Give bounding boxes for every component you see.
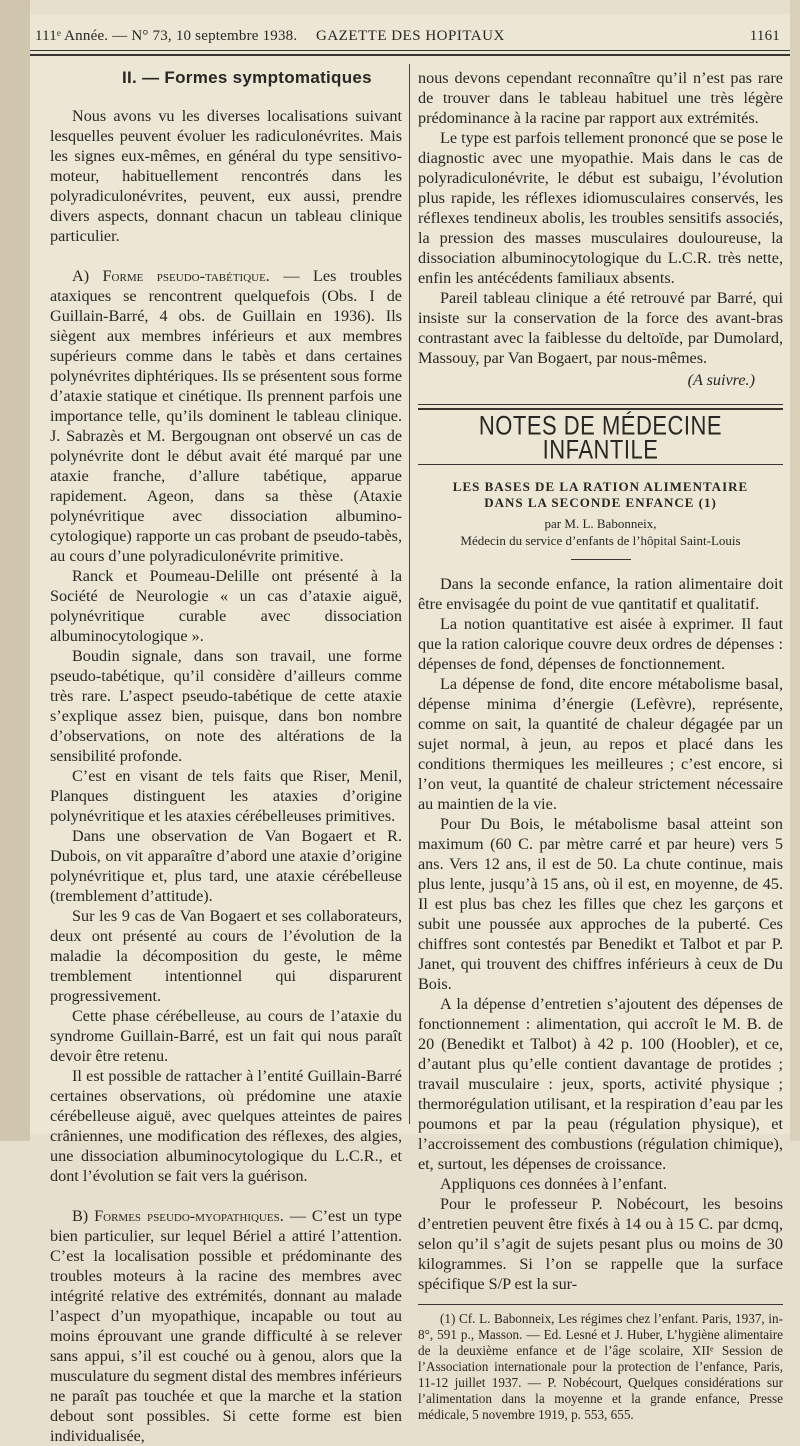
scan-left-shadow [0,0,30,1141]
article-title-line-2: DANS LA SECONDE ENFANCE (1) [484,495,717,510]
column-divider [409,64,410,1124]
footnote-rule [418,1304,783,1305]
header-rule [30,50,790,51]
paragraph: Il est possible de rattacher à l’entité Guillain-Barré certaines observations, où prédomine une ataxie cérébelleuse aiguë, avec quelques atteintes de paires crâniennes, une modification des réflexes, des algies, une dissociation albuminocytologique du L.C.R., et dont l’évolution se fait vers la guérison. [50,1067,402,1185]
paragraph: Dans une observation de Van Bogaert et R. Dubois, on vit apparaître d’abord une ataxie d’origine polynévritique et, plus tard, une ataxie cérébelleuse (tremblement d’attitude). [50,827,402,905]
paragraph: A la dépense d’entretien s’ajoutent des dépenses de fonctionnement : alimentation, qui accroît le M. B. de 20 (Benedikt et Talbot) à 42 p. 100 (Hoobler), et ce, d’autant plus qu’elle contient davantage de protides ; travail musculaire : jeux, sports, activité physique ; thermorégulation utilisant, et la respiration d’eau par les poumons et par la peau (régulation physique), et l’accroissement des combustions (régulation chimique), et, surtout, les dépenses de croissance. [418,995,783,1173]
article-title-line-1: LES BASES DE LA RATION ALIMENTAIRE [452,479,749,494]
paragraph: Appliquons ces données à l’enfant. [440,1175,668,1193]
byline-rule [571,559,631,560]
paragraph: Le type est parfois tellement prononcé que se pose le diagnostic avec une myopathie. Mais dans le cas de polyradiculonévrite, le début est subaigu, l’évolution plus rapide, les réflexes idiomusculaires conservés, les réflexes tendineux abolis, les troubles sensitifs associés, la pression des masses musculaires douloureuse, la dissociation albuminocytologique du L.C.R. très nette, enfin les antécédents familiaux absents. [418,129,783,287]
subsection-heading: A) Forme pseudo-tabétique. [72,267,270,285]
header-page-number: 1161 [749,28,780,44]
paragraph: Nous avons vu les diverses localisations suivant lesquelles peuvent évoluer les radiculonévrites. Mais les signes eux-mêmes, en général du type sensitivo-moteur, habituellement rencontrés dans les polyradiculonévrites, peuvent, eux aussi, prendre divers aspects, donnant chacun un tableau clinique particulier. [50,107,402,245]
paragraph: A) Forme pseudo-tabétique. — Les troubles ataxiques se rencontrent quelquefois (Obs. I de Guillain-Barré, 4 obs. de Guillain en 1936). Ils siègent aux membres inférieurs et aux membres supérieurs comme dans le tabès et dans certaines polynévrites diphtériques. Ils se présentent sous forme d’ataxie statique et cinétique. Ils prennent parfois une importance telle, qu’ils dominent le tableau clinique. J. Sabrazès et M. Bergougnan ont observé un cas de polynévrite dont le début avait été marqué par une ataxie franche, d’allure tabétique, apparue rapidement. Ageon, dans sa thèse (Ataxie polynévritique avec dissociation albumino-cytologique) rapporte un cas probant de pseudo-tabès, au cours d’une polyradiculonévrite primitive. [50,267,402,565]
subsection-heading: B) Formes pseudo-myopathiques. [72,1207,284,1225]
footnote: (1) Cf. L. Babonneix, Les régimes chez l’enfant. Paris, 1937, in-8°, 591 p., Masson. — Ed. Lesné et J. Huber, L’hygiène alimentaire de la deuxième enfance et de l’âge scolaire, XIIᵉ Session de l’Association internationale pour la protection de l’enfance, Paris, 11-12 juillet 1937. — P. Nobécourt, Quelques considérations sur l’alimentation dans la moyenne et la grande enfance, Presse médicale, 5 novembre 1919, p. 553, 655. [418,1311,783,1422]
to-be-continued: (A suivre.) [687,371,755,389]
section-heading: NOTES DE MÉDECINE INFANTILE [478,410,723,465]
paragraph: Sur les 9 cas de Van Bogaert et ses collaborateurs, deux ont présenté au cours de l’évolution de la maladie la décomposition du geste, le même tremblement intentionnel qui disparurent progressivement. [50,907,402,1005]
paragraph: Dans la seconde enfance, la ration alimentaire doit être envisagée du point de vue qantitatif et qualitatif. [418,575,783,613]
paragraph: C’est en visant de tels faits que Riser, Menil, Planques distinguent les ataxies d’origine polynévritique et les ataxies cérébelleuses primitives. [50,767,402,825]
header-journal-title: GAZETTE DES HOPITAUX [316,28,505,44]
header-rule-thick [30,54,790,56]
header-issue: 111ᵉ Année. — N° 73, 10 septembre 1938. [35,28,298,44]
paragraph: nous devons cependant reconnaître qu’il n’est pas rare de trouver dans le tableau habituel une très légère prédominance à la racine par rapport aux extrémités. [418,69,783,127]
section-rule [418,404,783,410]
scan-right-shadow [790,0,800,1141]
paragraph: Ranck et Poumeau-Delille ont présenté à la Société de Neurologie « un cas d’ataxie aiguë, polynévritique curable avec dissociation albuminocytologique ». [50,567,402,645]
newspaper-page [30,14,790,1445]
paragraph: B) Formes pseudo-myopathiques. — C’est un type bien particulier, sur lequel Bériel a attiré l’attention. C’est la localisation possible et prédominante des troubles moteurs à la racine des membres avec intégrité relative des extrémités, donnant au malade l’aspect d’un myopathique, incapable ou tout au moins éprouvant une grande difficulté à se relever sans appui, s’il est couché ou à genou, alors que la musculature du segment distal des membres inférieurs ne paraît pas touchée et que la marche et la station debout sont possibles. Si cette forme est bien individualisée, [50,1207,402,1445]
paragraph: Pareil tableau clinique a été retrouvé par Barré, qui insiste sur la conservation de la force des avant-bras contrastant avec la faiblesse du deltoïde, par Dumolard, Massouy, par Van Bogaert, par nous-mêmes. [418,289,783,367]
right-column [418,68,783,1423]
paragraph: La notion quantitative est aisée à exprimer. Il faut que la ration calorique couvre deux ordres de dépenses : dépenses de fond, dépenses de fonctionnement. [418,615,783,673]
section-title: II. — Formes symptomatiques [122,68,372,87]
paragraph: Boudin signale, dans son travail, une forme pseudo-tabétique, qu’il considère d’ailleurs comme très rare. L’aspect pseudo-tabétique de cette ataxie s’explique assez bien, puisque, dans bon nombre d’observations, on note des altérations de la sensibilité profonde. [50,647,402,765]
paragraph: La dépense de fond, dite encore métabolisme basal, dépense minima d’énergie (Lefèvre), représente, comme on sait, la quantité de chaleur dégagée par un sujet normal, à jeun, au repos et placé dans les conditions thermiques les meilleures ; c’est encore, si l’on veut, la quantité de chaleur strictement nécessaire au maintien de la vie. [418,675,783,813]
running-header [30,22,790,48]
author-affiliation: Médecin du service d’enfants de l’hôpital Saint-Louis [460,533,741,548]
paragraph: Pour Du Bois, le métabolisme basal atteint son maximum (60 C. par mètre carré et par heure) vers 5 ans. Vers 12 ans, il est de 50. La chute continue, mais plus lente, jusqu’à 15 ans, où il est, en moyenne, de 45. Il est plus bas chez les filles que chez les garçons et subit une poussée aux approches de la puberté. Ces chiffres sont contestés par Benedikt et Talbot et par P. Janet, qui trouvent des chiffres inférieurs à ceux de Du Bois. [418,815,783,993]
article-byline: par M. L. Babonneix, [544,516,657,531]
left-column [50,68,402,1446]
paragraph: Pour le professeur P. Nobécourt, les besoins d’entretien peuvent être fixés à 14 ou à 15 C. par dcmq, selon qu’il s’agit de sujets pesant plus ou moins de 30 kilogrammes. Si l’on se rappelle que la surface spécifique S/P est la sur- [418,1195,783,1293]
paragraph: Cette phase cérébelleuse, au cours de l’ataxie du syndrome Guillain-Barré, est un fait qui nous paraît devoir être retenu. [50,1007,402,1065]
